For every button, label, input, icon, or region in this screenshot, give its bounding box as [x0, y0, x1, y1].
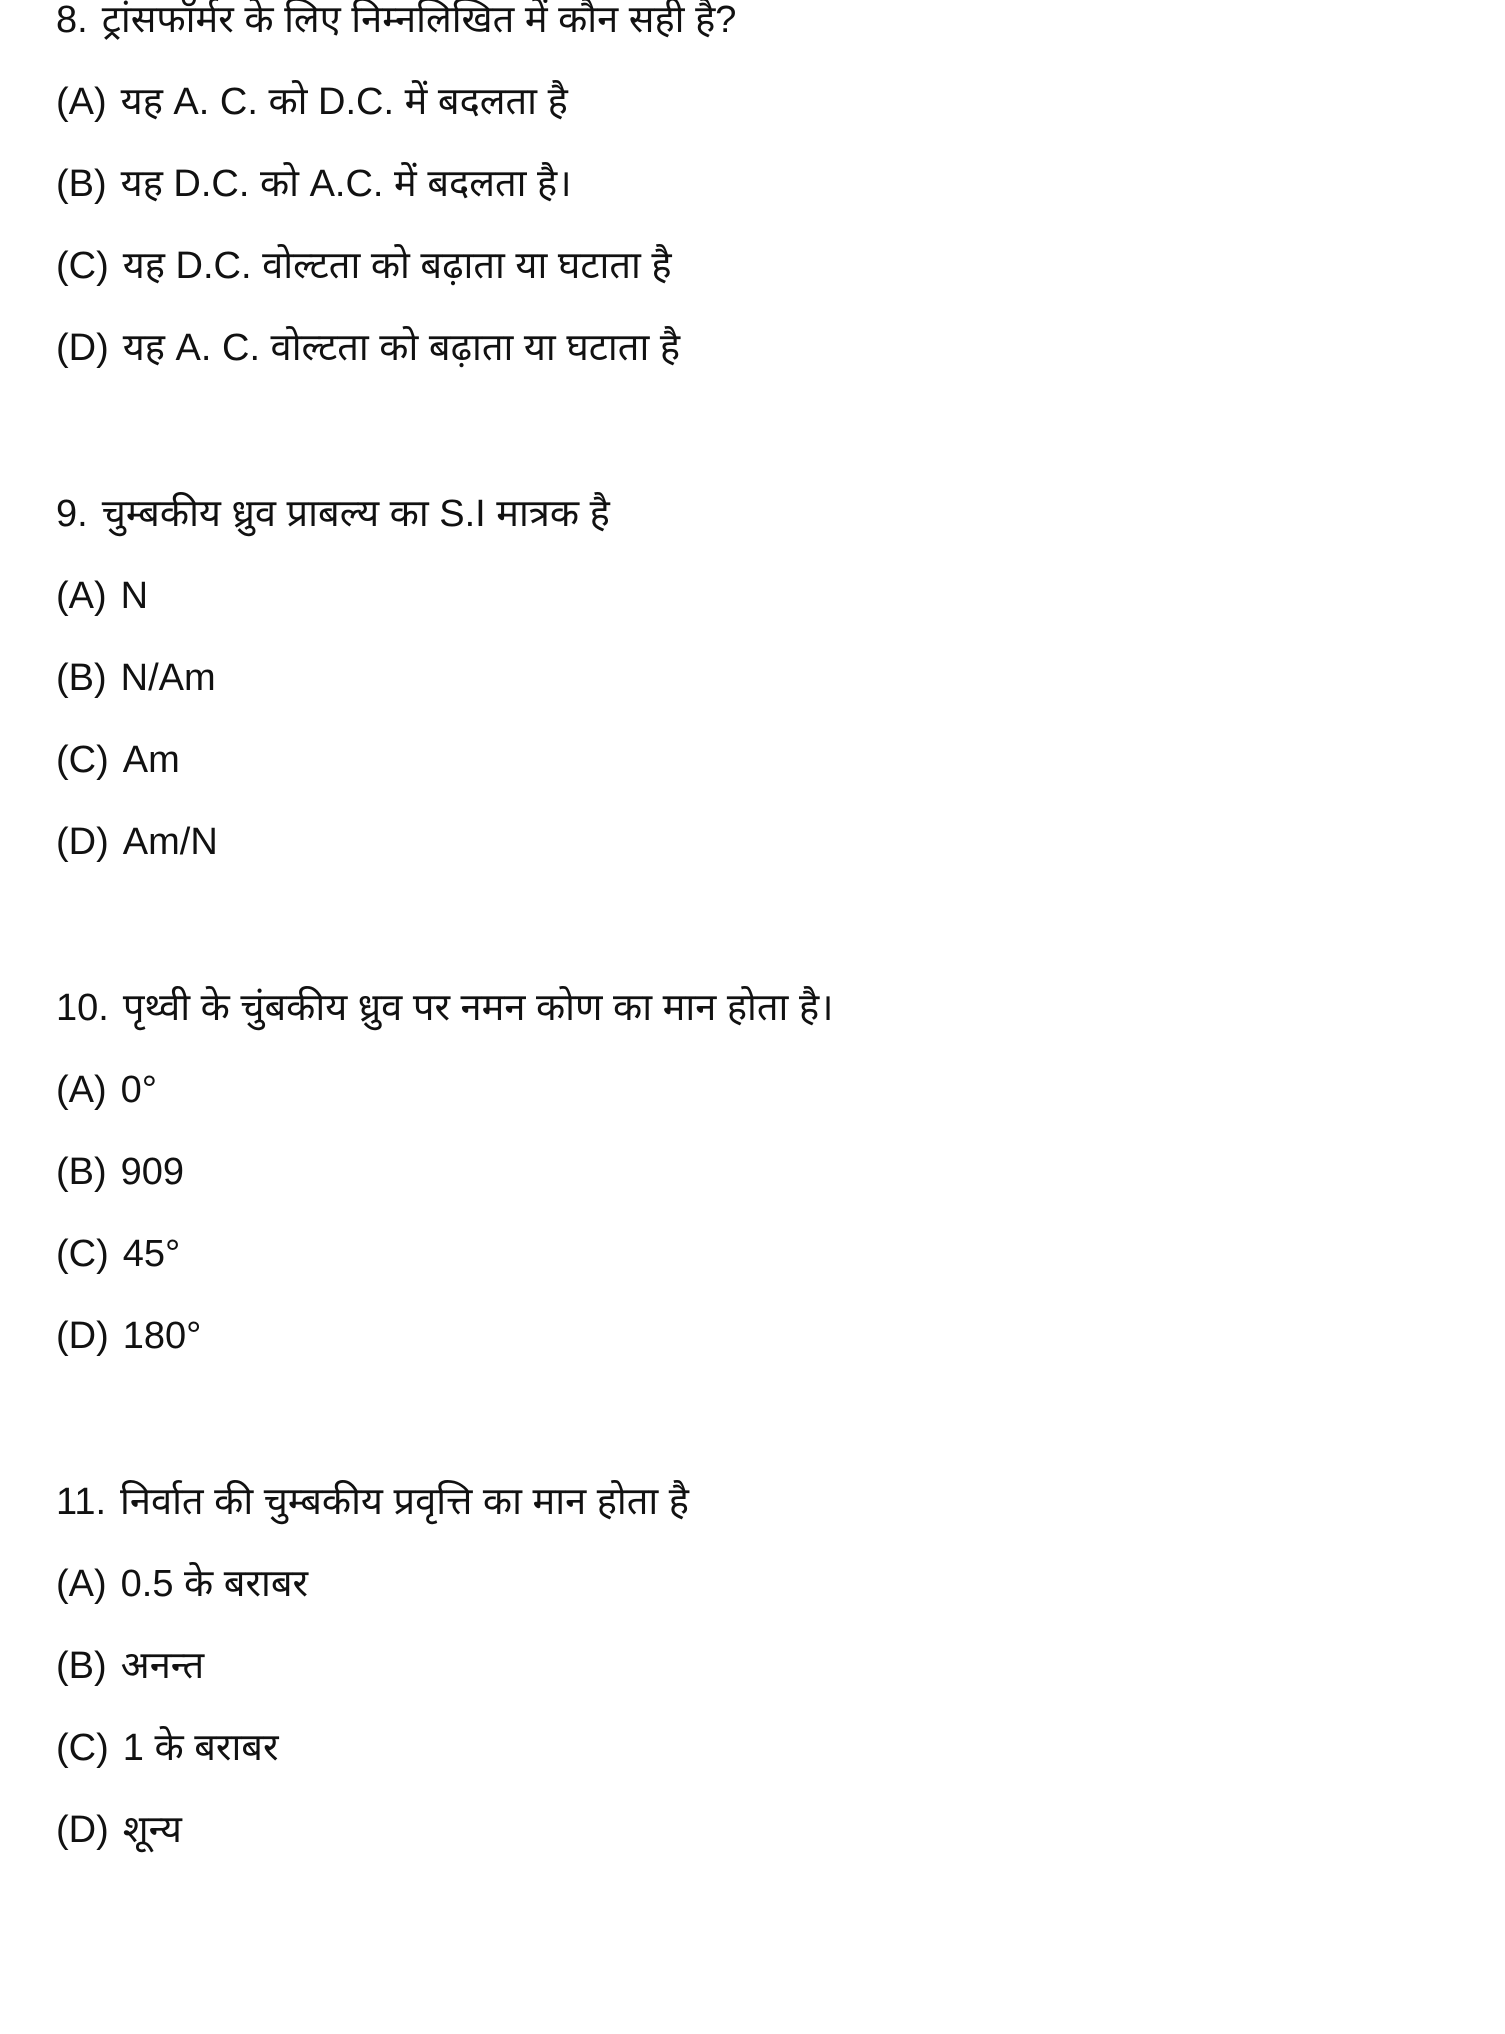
option-label: (A): [56, 575, 107, 617]
answer-option: [56, 1789, 1505, 1871]
question-text: [56, 1461, 1505, 1543]
option-label: (B): [56, 1645, 107, 1687]
option-text: 0°: [120, 1069, 157, 1111]
answer-option: [56, 1213, 1505, 1295]
option-text: यह A. C. वोल्टता को बढ़ाता या घटाता है: [122, 327, 681, 369]
option-text: यह D.C. को A.C. में बदलता है।: [120, 163, 572, 205]
answer-option: [56, 1049, 1505, 1131]
option-label: (C): [56, 739, 109, 781]
option-text: यह D.C. वोल्टता को बढ़ाता या घटाता है: [122, 245, 672, 287]
option-text: 909: [120, 1151, 185, 1193]
question-page: [56, 0, 1505, 1955]
option-label: (A): [56, 1069, 107, 1111]
answer-option: [56, 225, 1505, 307]
question-number: 10.: [56, 987, 109, 1029]
question-block: [56, 967, 1505, 1377]
option-label: (C): [56, 1233, 109, 1275]
option-text: 1 के बराबर: [122, 1727, 279, 1769]
option-label: (A): [56, 1563, 107, 1605]
answer-option: [56, 801, 1505, 883]
answer-option: [56, 719, 1505, 801]
option-label: (D): [56, 327, 109, 369]
question-block: [56, 473, 1505, 883]
question-number: 8.: [56, 0, 88, 41]
answer-option: [56, 637, 1505, 719]
option-label: (B): [56, 163, 107, 205]
question-stem: ट्रांसफॉर्मर के लिए निम्नलिखित में कौन सही है?: [101, 0, 737, 41]
option-label: (B): [56, 657, 107, 699]
option-text: 0.5 के बराबर: [120, 1563, 309, 1605]
answer-option: [56, 1707, 1505, 1789]
option-label: (D): [56, 1809, 109, 1851]
question-stem: पृथ्वी के चुंबकीय ध्रुव पर नमन कोण का मान होता है।: [122, 987, 834, 1029]
answer-option: [56, 1131, 1505, 1213]
question-stem: चुम्बकीय ध्रुव प्राबल्य का S.I मात्रक है: [101, 493, 610, 535]
option-text: 180°: [122, 1315, 202, 1357]
option-text: शून्य: [122, 1809, 182, 1851]
question-text: [56, 0, 1505, 61]
option-label: (A): [56, 81, 107, 123]
answer-option: [56, 1625, 1505, 1707]
question-block: [56, 0, 1505, 389]
question-block: [56, 1461, 1505, 1871]
option-text: अनन्त: [120, 1645, 205, 1687]
option-text: 45°: [122, 1233, 181, 1275]
option-label: (C): [56, 245, 109, 287]
answer-option: [56, 555, 1505, 637]
option-text: N: [120, 575, 149, 617]
answer-option: [56, 307, 1505, 389]
option-text: Am: [122, 739, 180, 781]
option-text: Am/N: [122, 821, 218, 863]
question-text: [56, 473, 1505, 555]
option-text: N/Am: [120, 657, 216, 699]
answer-option: [56, 61, 1505, 143]
option-label: (D): [56, 1315, 109, 1357]
question-stem: निर्वात की चुम्बकीय प्रवृत्ति का मान होता है: [120, 1481, 689, 1523]
option-text: यह A. C. को D.C. में बदलता है: [120, 81, 568, 123]
option-label: (D): [56, 821, 109, 863]
answer-option: [56, 143, 1505, 225]
question-text: [56, 967, 1505, 1049]
answer-option: [56, 1295, 1505, 1377]
question-number: 11.: [56, 1481, 107, 1523]
answer-option: [56, 1543, 1505, 1625]
option-label: (C): [56, 1727, 109, 1769]
option-label: (B): [56, 1151, 107, 1193]
question-number: 9.: [56, 493, 88, 535]
